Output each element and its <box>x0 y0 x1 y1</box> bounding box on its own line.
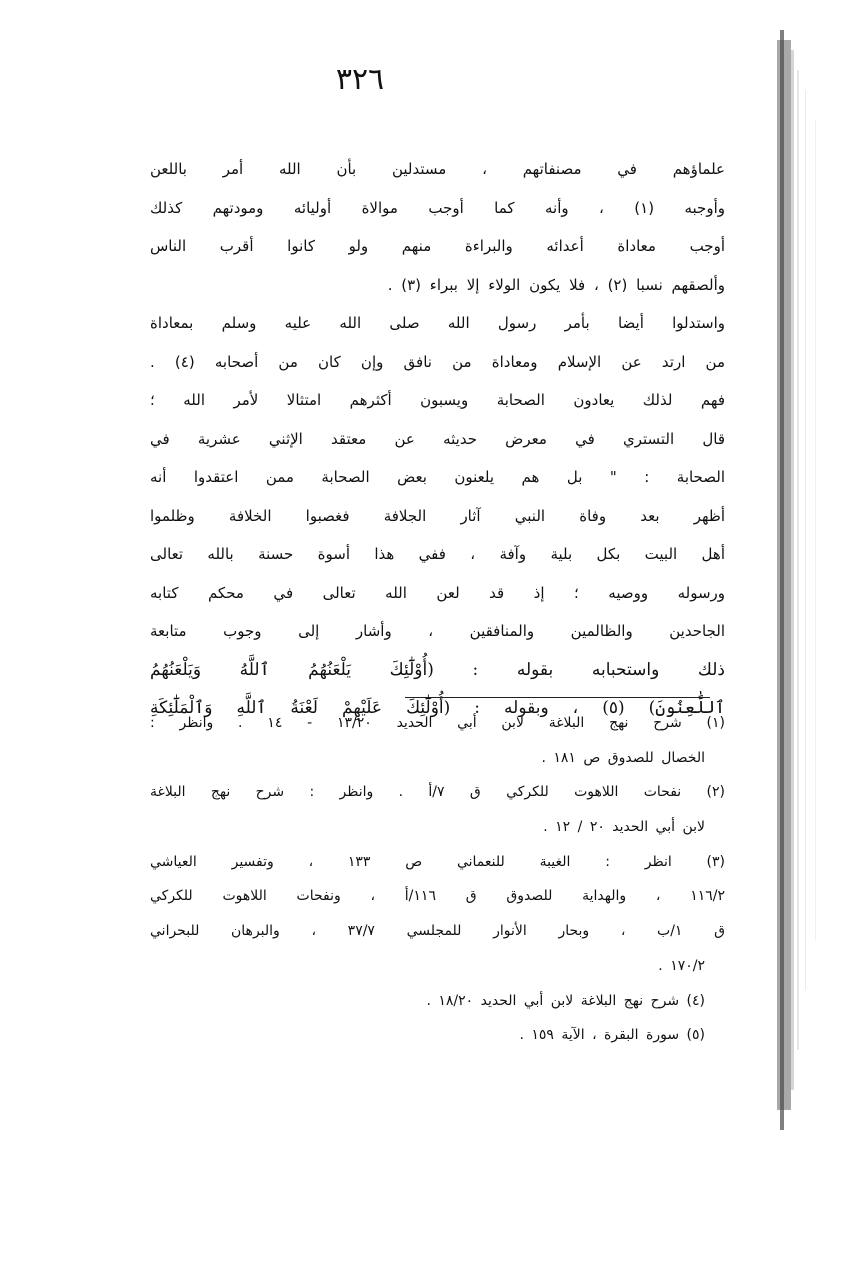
footnotes <box>150 706 725 1053</box>
footnote-line: (٥) سورة البقرة ، الآية ١٥٩ . <box>519 1027 705 1044</box>
footnote-line: (١) شرح نهج البلاغة لابن أبي الحديد ١٣/٢٠ - ١٤ . وانظر : <box>150 715 725 731</box>
body-line: أظهر بعد وفاة النبي آثار الجلافة فغصبوا الخلافة وظلموا <box>150 506 725 525</box>
body-line: الجاحدين والظالمين والمنافقين ، وأشار إلى وجوب متابعة <box>150 622 725 640</box>
body-line: وأوجبه (١) ، وأنه كما أوجب موالاة أوليائه ومودتهم كذلك <box>150 198 725 217</box>
body-line-quran-verse: ذلك واستحبابه بقوله : (أُوْلَٰٓئِكَ يَلْعَنُهُمُ ٱللَّهُ وَيَلْعَنُهُمُ <box>150 659 725 680</box>
footnote-divider <box>405 697 710 698</box>
footnote-line: الخصال للصدوق ص ١٨١ . <box>541 749 705 766</box>
body-line: من ارتد عن الإسلام ومعاداة من نافق وإن كان من أصحابه (٤) . <box>150 352 725 371</box>
body-line: الصحابة : " بل هم يلعنون بعض الصحابة ممن اعتقدوا أنه <box>150 468 725 486</box>
footnote-line: لابن أبي الحديد ٢٠ / ١٢ . <box>543 819 705 836</box>
body-line-quran-verse: ٱللَّٰعِنُونَ) (٥) ، وبقوله : (أُوْلَٰٓئِكَ عَلَيْهِمْ لَعْنَةُ ٱللَّهِ وَٱلْمَلَٰٓئِكَةِ <box>150 698 725 718</box>
body-text <box>150 150 725 728</box>
body-line: أوجب معاداة أعدائه والبراءة منهم ولو كانوا أقرب الناس <box>150 237 725 255</box>
body-line: واستدلوا أيضا بأمر رسول الله صلى الله عليه وسلم بمعاداة <box>150 314 725 332</box>
footnote-line: ١٧٠/٢ . <box>658 957 705 974</box>
page-number: ٣٢٦ <box>335 62 385 97</box>
body-line: علماؤهم في مصنفاتهم ، مستدلين بأن الله أمر باللعن <box>150 160 725 178</box>
footnote-line: (٢) نفحات اللاهوت للكركي ق ٧/أ . وانظر : شرح نهج البلاغة <box>150 784 725 801</box>
footnote-line: ق ١/ب ، وبحار الأنوار للمجلسي ٣٧/٧ ، والبرهان للبحراني <box>150 923 725 940</box>
footnote-line: (٤) شرح نهج البلاغة لابن أبي الحديد ١٨/٢٠ . <box>426 992 705 1009</box>
footnote-line: ١١٦/٢ ، والهداية للصدوق ق ١١٦/أ ، ونفحات اللاهوت للكركي <box>150 888 725 905</box>
body-line: ورسوله ووصيه ؛ إذ قد لعن الله تعالى في محكم كتابه <box>150 583 725 602</box>
body-line: أهل البيت بكل بلية وآفة ، ففي هذا أسوة حسنة بالله تعالى <box>150 545 725 563</box>
scanned-binding-edge <box>775 30 845 1130</box>
body-line: وألصقهم نسبا (٢) ، فلا يكون الولاء إلا ببراء (٣) . <box>387 275 725 294</box>
body-line: فهم لذلك يعادون الصحابة ويسبون أكثرهم امتثالا لأمر الله ؛ <box>150 391 725 409</box>
footnote-line: (٣) انظر : الغيبة للنعماني ص ١٣٣ ، وتفسير العياشي <box>150 853 725 870</box>
body-line: قال التستري في معرض حديثه عن معتقد الإثني عشرية في <box>150 429 725 448</box>
